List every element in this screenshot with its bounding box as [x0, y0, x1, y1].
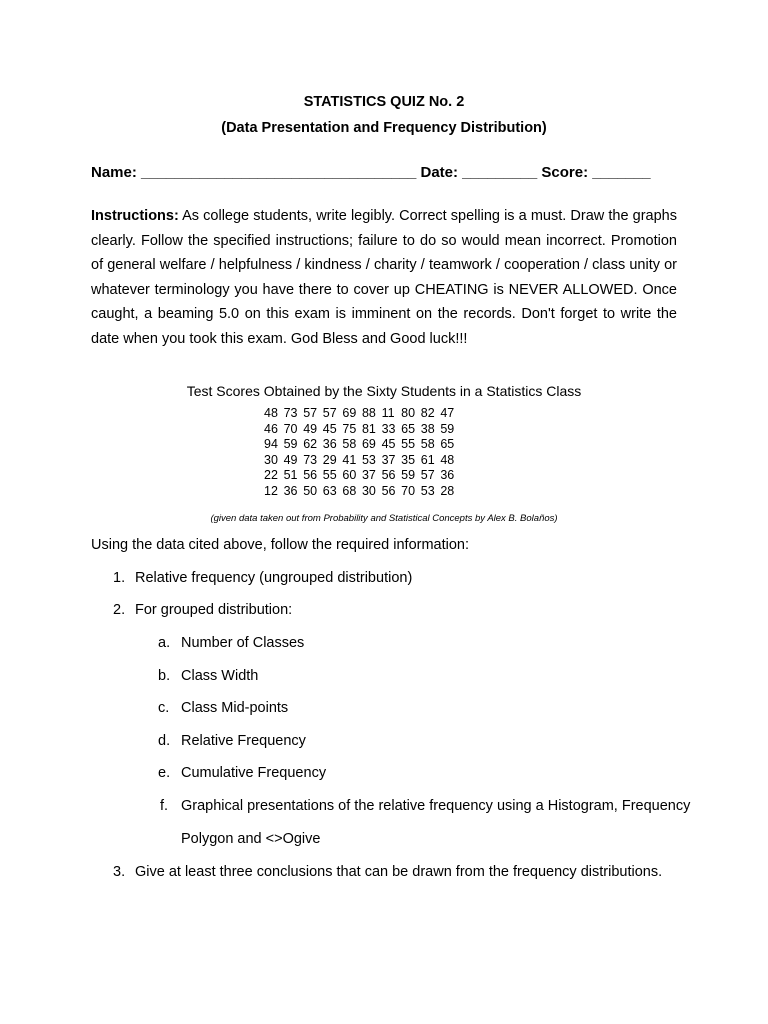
score-cell: 58: [420, 437, 435, 452]
score-cell: 55: [401, 437, 416, 452]
score-cell: 30: [264, 452, 278, 467]
score-cell: 69: [361, 437, 376, 452]
score-cell: 45: [322, 421, 337, 436]
score-cell: 56: [381, 483, 396, 498]
score-cell: 75: [342, 421, 357, 436]
scores-row: [264, 406, 460, 422]
sub-item-text: Class Mid-points: [181, 700, 289, 716]
score-cell: 62: [303, 437, 318, 452]
sub-item-letter: f.: [160, 798, 169, 814]
score-cell: 56: [381, 468, 396, 483]
name-date-score-line: Name: _________________________________ Date: _________ Score: _______: [91, 164, 651, 181]
score-cell: 12: [264, 483, 278, 498]
data-source-note: (given data taken out from Probability and Statistical Concepts by Alex B. Bolaños): [210, 513, 558, 524]
score-cell: 49: [283, 452, 298, 467]
score-cell: 70: [283, 421, 298, 436]
score-cell: 30: [361, 483, 376, 498]
score-cell: 81: [361, 421, 376, 436]
instructions-text: As college students, write legibly. Correct spelling is a must. Draw the graphs clearly. Follow the specified instructions; failure to do so would mean incorrect. Promotion of general welfare / helpfulness / kindness / charity / teamwork / cooperation / class unity or whatever terminology you have there to cover up CHEATING is NEVER ALLOWED. Once caught, a beaming 5.0 on this exam is imminent on the records. Don't forget to write the date when you took this exam. God Bless and Good luck!!!: [91, 208, 677, 347]
question-number: 3.: [113, 864, 126, 880]
score-cell: 45: [381, 437, 396, 452]
score-cell: 47: [440, 406, 455, 420]
score-cell: 70: [401, 483, 416, 498]
score-cell: 60: [342, 468, 357, 483]
score-cell: 50: [303, 483, 318, 498]
scores-row: [264, 468, 460, 484]
score-cell: 37: [381, 452, 396, 467]
question-number: 1.: [113, 570, 126, 586]
sub-item-text: Cumulative Frequency: [181, 765, 327, 781]
score-cell: 37: [361, 468, 376, 483]
quiz-title: STATISTICS QUIZ No. 2: [303, 94, 465, 110]
sub-item-letter: c.: [158, 700, 170, 716]
score-cell: 51: [283, 468, 298, 483]
score-cell: 35: [401, 452, 416, 467]
score-cell: 38: [420, 421, 435, 436]
sub-item-text: Number of Classes: [181, 635, 305, 651]
score-cell: 36: [440, 468, 455, 483]
score-cell: 53: [361, 452, 376, 467]
score-cell: 57: [420, 468, 435, 483]
score-cell: 48: [440, 452, 455, 467]
score-cell: 73: [303, 452, 318, 467]
score-cell: 68: [342, 483, 357, 498]
sub-item-letter: d.: [158, 733, 171, 749]
instructions-paragraph: [91, 204, 677, 352]
scores-row: [264, 422, 460, 438]
score-cell: 55: [322, 468, 337, 483]
score-cell: 57: [303, 406, 318, 420]
question-number: 2.: [113, 602, 126, 618]
sub-item-text-continued: Polygon and <>Ogive: [181, 831, 321, 847]
scores-table: [264, 406, 460, 500]
score-cell: 46: [264, 421, 278, 436]
score-cell: 59: [283, 437, 298, 452]
score-cell: 65: [440, 437, 455, 452]
score-cell: 53: [420, 483, 435, 498]
score-cell: 94: [264, 437, 278, 452]
questions-lead: Using the data cited above, follow the required information:: [91, 537, 470, 553]
score-cell: 63: [322, 483, 337, 498]
question-text: Give at least three conclusions that can be drawn from the frequency distributions.: [135, 864, 663, 880]
score-cell: 48: [264, 406, 278, 420]
score-cell: 59: [440, 421, 455, 436]
sub-item-text: Relative Frequency: [181, 733, 306, 749]
score-cell: 82: [420, 406, 435, 420]
score-cell: 36: [283, 483, 298, 498]
score-cell: 11: [381, 406, 395, 420]
score-cell: 22: [264, 468, 278, 483]
quiz-subtitle: (Data Presentation and Frequency Distribution): [221, 120, 547, 136]
score-cell: 36: [322, 437, 337, 452]
scores-row: [264, 437, 460, 453]
data-table-title: Test Scores Obtained by the Sixty Students in a Statistics Class: [186, 383, 582, 399]
scores-row: [264, 453, 460, 469]
sub-item-letter: a.: [158, 635, 171, 651]
scores-row: [264, 484, 460, 500]
question-text: For grouped distribution:: [135, 602, 293, 618]
score-cell: 28: [440, 483, 455, 498]
score-cell: 65: [401, 421, 416, 436]
score-cell: 29: [322, 452, 337, 467]
score-cell: 80: [401, 406, 416, 420]
score-cell: 69: [342, 406, 357, 420]
score-cell: 49: [303, 421, 318, 436]
score-cell: 41: [342, 452, 357, 467]
question-text: Relative frequency (ungrouped distribution): [135, 570, 413, 586]
instructions-label: Instructions:: [91, 208, 179, 224]
score-cell: 61: [420, 452, 435, 467]
sub-item-letter: e.: [158, 765, 171, 781]
score-cell: 88: [361, 406, 376, 420]
sub-item-text: Class Width: [181, 668, 259, 684]
score-cell: 59: [401, 468, 416, 483]
score-cell: 57: [322, 406, 337, 420]
score-cell: 56: [303, 468, 318, 483]
score-cell: 58: [342, 437, 357, 452]
score-cell: 73: [283, 406, 298, 420]
score-cell: 33: [381, 421, 396, 436]
sub-item-text: Graphical presentations of the relative frequency using a Histogram, Frequency: [181, 798, 691, 814]
sub-item-letter: b.: [158, 668, 171, 684]
